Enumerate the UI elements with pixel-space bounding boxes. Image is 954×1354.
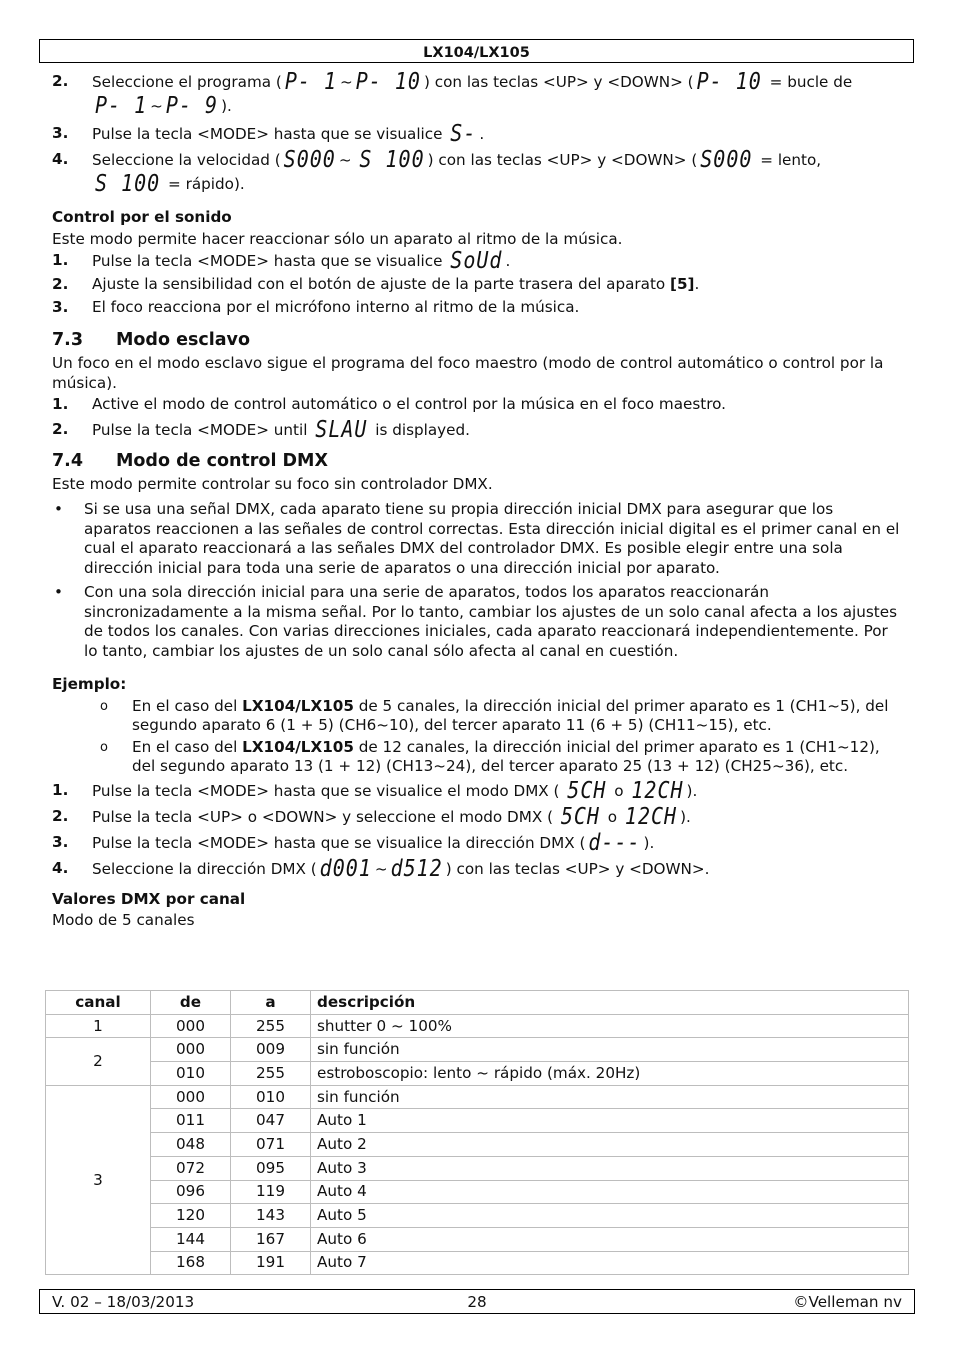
cell-channel: 1 [46, 1014, 151, 1038]
section-heading-dmx [52, 450, 902, 472]
step-number: 1. [52, 251, 69, 269]
table-row [46, 1156, 909, 1180]
page-number: 28 [467, 1293, 487, 1311]
cell-from: 096 [151, 1180, 231, 1204]
step-number: 1. [52, 395, 69, 413]
lcd-display: 5CH [567, 775, 607, 804]
column-header: a [231, 991, 311, 1015]
lcd-display: P- 9 [165, 91, 219, 119]
lcd-display: d512 [390, 853, 443, 882]
lcd-display: S000 [283, 145, 336, 173]
section-heading-slave [52, 329, 902, 351]
step-dmx [52, 775, 902, 804]
step-number: 4. [52, 858, 69, 877]
step-number: 3. [52, 124, 69, 142]
subheading-example: Ejemplo: [52, 675, 127, 693]
step-sound [52, 246, 902, 274]
step-program [52, 67, 902, 119]
cell-from: 072 [151, 1156, 231, 1180]
bullet-circle: o [100, 739, 108, 755]
column-header: canal [46, 991, 151, 1015]
step-text: is displayed. [375, 420, 470, 439]
column-header: de [151, 991, 231, 1015]
cell-description: estroboscopio: lento ~ rápido (máx. 20Hz) [311, 1062, 909, 1086]
separator: ~ [150, 97, 163, 115]
step-text: . [479, 125, 485, 143]
lcd-display: d--- [588, 827, 641, 856]
separator: ~ [340, 73, 353, 91]
step-text: Seleccione el programa ( [92, 73, 282, 91]
example-text: En el caso del [132, 737, 238, 756]
step-sound [52, 298, 902, 318]
section-number: 7.3 [52, 330, 84, 350]
model-name: LX104/LX105 [242, 696, 354, 715]
step-text: Ajuste la sensibilidad con el botón de ajuste de la parte trasera del aparato [92, 275, 666, 293]
paragraph: Este modo permite controlar su foco sin controlador DMX. [52, 474, 493, 493]
step-dmx [52, 827, 902, 856]
step-dmx [52, 801, 902, 830]
cell-channel: 3 [46, 1085, 151, 1275]
cell-to: 071 [231, 1133, 311, 1157]
cell-description: Auto 4 [311, 1180, 909, 1204]
step-number: 2. [52, 72, 69, 90]
cell-to: 010 [231, 1085, 311, 1109]
step-text: Seleccione la dirección DMX ( [92, 859, 317, 878]
example-item [52, 738, 902, 777]
column-header: descripción [311, 991, 909, 1015]
table-row [46, 1180, 909, 1204]
lcd-display: S- [450, 119, 477, 147]
section-title: Modo de control DMX [116, 450, 328, 471]
cell-to: 095 [231, 1156, 311, 1180]
step-text: Pulse la tecla <MODE> hasta que se visualice la dirección DMX ( [92, 833, 586, 852]
bullet-item [52, 583, 902, 661]
cell-description: shutter 0 ~ 100% [311, 1014, 909, 1038]
step-number: 4. [52, 150, 69, 168]
table-row [46, 1062, 909, 1086]
table-row [46, 1038, 909, 1062]
cell-to: 255 [231, 1014, 311, 1038]
dmx-values-table [45, 990, 909, 1275]
step-text: = rápido). [168, 175, 245, 193]
example-text: En el caso del [132, 696, 238, 715]
table-header-row [46, 991, 909, 1015]
bullet-circle: o [100, 698, 108, 714]
lcd-display: P- 10 [696, 67, 762, 95]
step-number: 2. [52, 275, 69, 293]
cell-from: 048 [151, 1133, 231, 1157]
page-content [52, 67, 902, 931]
step-text: ) con las teclas <UP> y <DOWN> ( [427, 151, 698, 169]
step-text: ~ [374, 859, 388, 878]
step-text: ). [221, 97, 232, 115]
lcd-display: d001 [319, 853, 372, 882]
step-text: ) con las teclas <UP> y <DOWN>. [445, 859, 710, 878]
lcd-display: P- 1 [95, 91, 148, 119]
cell-from: 011 [151, 1109, 231, 1133]
step-number: 3. [52, 297, 69, 316]
subheading-sound: Control por el sonido [52, 208, 232, 226]
cell-from: 144 [151, 1227, 231, 1251]
step-text: Active el modo de control automático o el control por la música en el foco maestro. [92, 395, 727, 413]
lcd-display: 12CH [631, 775, 684, 804]
cell-description: Auto 5 [311, 1204, 909, 1228]
section-title: Modo esclavo [116, 330, 250, 350]
cell-to: 009 [231, 1038, 311, 1062]
step-number: 2. [52, 806, 69, 825]
table-row [46, 1109, 909, 1133]
step-sound [52, 275, 902, 295]
lcd-display: SLAU [315, 414, 368, 443]
step-text: ). [643, 833, 655, 852]
example-text: de 5 canales, la dirección inicial del primer aparato es 1 (CH1~5), del segundo aparato 6 (1 + 5) (CH6~10), del tercer aparato 11 (6 + 5) (CH11~15), etc. [132, 696, 889, 734]
step-text: El foco reacciona por el micrófono interno al ritmo de la música. [92, 297, 580, 316]
page-header [39, 39, 914, 63]
cell-from: 168 [151, 1251, 231, 1275]
paragraph: Este modo permite hacer reaccionar sólo un aparato al ritmo de la música. [52, 229, 623, 248]
step-text: Pulse la tecla <UP> o <DOWN> y seleccione el modo DMX ( [92, 807, 553, 826]
step-text: Pulse la tecla <MODE> until [92, 420, 308, 439]
step-text: Pulse la tecla <MODE> hasta que se visualice [92, 252, 443, 270]
cell-description: Auto 3 [311, 1156, 909, 1180]
cell-to: 191 [231, 1251, 311, 1275]
step-text: ) con las teclas <UP> y <DOWN> ( [423, 73, 694, 91]
step-text: ). [680, 807, 691, 826]
cell-from: 000 [151, 1038, 231, 1062]
step-text: Seleccione la velocidad ( [92, 151, 281, 169]
step-text: . [505, 252, 511, 270]
step-number: 2. [52, 419, 69, 438]
mode-label: Modo de 5 canales [52, 911, 195, 929]
step-text: = bucle de [769, 73, 853, 91]
bullet-text: Con una sola dirección inicial para una serie de aparatos, todos los aparatos reaccionarán sincronizadamente a la misma señal. Por lo tanto, cambiar los ajustes de un solo canal afecta a los ajustes de todos los canales. Con varias direcciones iniciales, cada aparato reaccionará independientemente. Por lo tanto, cambiar los ajustes de un solo canal sólo afecta al canal en cuestión. [84, 583, 898, 660]
step-dmx [52, 853, 902, 882]
step-number: 1. [52, 780, 69, 799]
table-row [46, 1227, 909, 1251]
step-slave [52, 414, 902, 443]
step-text: o [614, 781, 624, 800]
table-row [46, 1133, 909, 1157]
cell-from: 010 [151, 1062, 231, 1086]
lcd-display: 5CH [560, 801, 600, 830]
step-text: . [694, 275, 700, 293]
lcd-display: 12CH [624, 801, 678, 830]
section-number: 7.4 [52, 450, 84, 471]
step-slave [52, 395, 902, 415]
lcd-display: S 100 [359, 145, 425, 173]
lcd-display: P- 1 [284, 67, 338, 95]
step-text: o [607, 807, 618, 826]
bullet-item [52, 500, 902, 578]
cell-to: 119 [231, 1180, 311, 1204]
reference-number: [5] [670, 275, 695, 293]
cell-to: 167 [231, 1227, 311, 1251]
step-text: ). [686, 781, 698, 800]
table-row [46, 1204, 909, 1228]
example-text: de 12 canales, la dirección inicial del primer aparato es 1 (CH1~12), del segundo aparato 13 (1 + 12) (CH13~24), del tercer aparato 25 (13 + 12) (CH25~36), etc. [132, 737, 880, 775]
lcd-display: S000 [700, 145, 753, 173]
cell-to: 047 [231, 1109, 311, 1133]
bullet-text: Si se usa una señal DMX, cada aparato tiene su propia dirección inicial DMX para asegurar que los aparatos reaccionen a las señales de control correctas. Esta dirección inicial digital es el primer canal en el cual el aparato reaccionará a las señales DMX del controlador DMX. Es posible elegir entre una sola dirección inicial para toda una serie de aparatos o una dirección inicial por aparato. [84, 500, 900, 577]
separator: ~ [338, 151, 352, 169]
cell-description: Auto 7 [311, 1251, 909, 1275]
cell-from: 120 [151, 1204, 231, 1228]
cell-description: Auto 1 [311, 1109, 909, 1133]
model-name: LX104/LX105 [242, 737, 354, 756]
cell-channel: 2 [46, 1038, 151, 1085]
cell-description: sin función [311, 1038, 909, 1062]
table-row [46, 1251, 909, 1275]
version-date: V. 02 – 18/03/2013 [52, 1293, 195, 1311]
lcd-display: SoUd [450, 246, 503, 274]
cell-description: sin función [311, 1085, 909, 1109]
step-text: = lento, [760, 151, 822, 169]
copyright: ©Velleman nv [793, 1293, 902, 1311]
cell-description: Auto 2 [311, 1133, 909, 1157]
subheading-dmx-values: Valores DMX por canal [52, 889, 246, 908]
lcd-display: S 100 [95, 169, 161, 197]
step-text: Pulse la tecla <MODE> hasta que se visualice [92, 125, 443, 143]
example-item [52, 697, 902, 736]
step-program [52, 119, 902, 147]
cell-from: 000 [151, 1014, 231, 1038]
cell-to: 143 [231, 1204, 311, 1228]
cell-description: Auto 6 [311, 1227, 909, 1251]
cell-to: 255 [231, 1062, 311, 1086]
cell-from: 000 [151, 1085, 231, 1109]
table-row [46, 1014, 909, 1038]
lcd-display: P- 10 [355, 67, 421, 95]
bullet-dot: • [54, 583, 63, 601]
bullet-dot: • [54, 500, 63, 518]
step-number: 3. [52, 832, 69, 851]
paragraph: Un foco en el modo esclavo sigue el programa del foco maestro (modo de control automático o control por la música). [52, 354, 884, 392]
table-row [46, 1085, 909, 1109]
step-program [52, 145, 902, 197]
page-footer [39, 1289, 915, 1314]
header-title: LX104/LX105 [423, 45, 530, 61]
step-text: Pulse la tecla <MODE> hasta que se visualice el modo DMX ( [92, 781, 560, 800]
